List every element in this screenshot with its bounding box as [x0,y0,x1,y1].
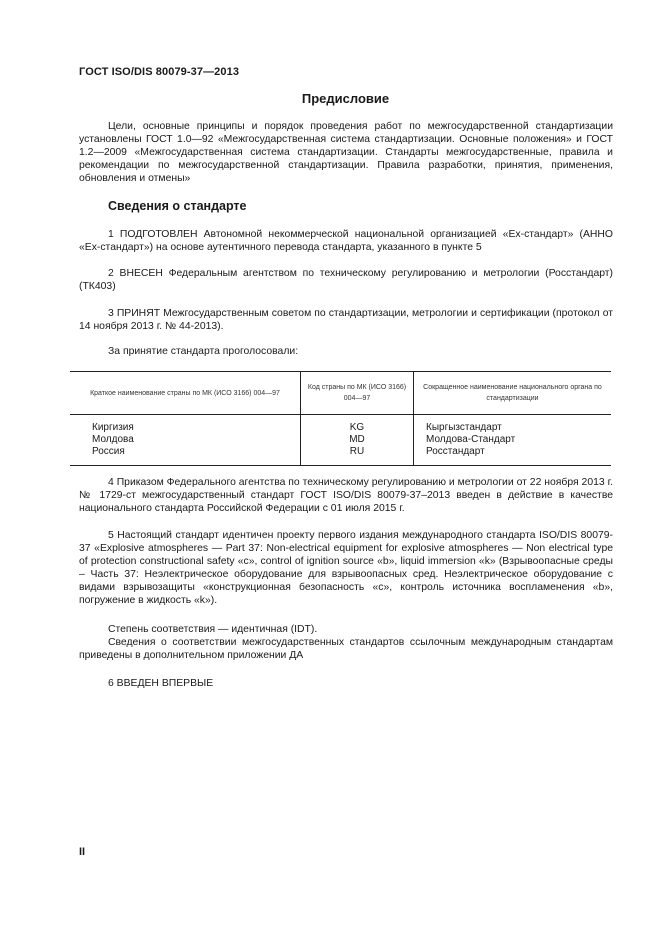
item-2 [79,267,613,293]
item-1 [79,228,613,254]
item-3 [79,307,613,333]
country-cell: Молдова [92,433,134,445]
item-6 [79,677,613,690]
body-cell: Росстандарт [414,446,612,466]
table-row [70,415,611,434]
item-1-text: 1 ПОДГОТОВЛЕН Автономной некоммерческой национальной организацией «Ех-стандарт» (АННО «Ех-стандарт») на основе аутентичного перевода стандарта, указанного в пункте 5 [79,229,613,254]
code-cell: RU [301,446,414,466]
preface-block [79,120,613,185]
body-cell: Молдова-Стандарт [414,434,612,446]
code-cell: MD [301,434,414,446]
references-text: Сведения о соответствии межгосударственных стандартов ссылочным международным стандартам приведены в дополнительном приложении ДА [79,637,613,662]
item-2-text: 2 ВНЕСЕН Федеральным агентством по техническому регулированию и метрологии (Росстандарт) (ТК403) [79,268,613,293]
table-header-row [70,372,611,415]
degree-text: Степень соответствия — идентичная (IDT). [108,624,318,635]
country-cell: Россия [70,446,301,466]
item-6-text: 6 ВВЕДЕН ВПЕРВЫЕ [108,678,214,689]
column-header: Сокращенное наименование национального органа по стандартизации [414,372,612,415]
page-title: Предисловие [301,91,390,106]
code-cell: KG [301,415,414,434]
column-header: Краткое наименование страны по МК (ИСО 3166) 004—97 [70,372,301,415]
body-cell: Кыргызстандарт [414,415,612,434]
item-5-text: 5 Настоящий стандарт идентичен проекту первого издания международного стандарта ISO/DIS 80079-37 «Explosive atmospheres — Part 37: Non-electrical equipment for explosive atmospheres — Non electrical type of protection constructional safety «c», control of ignition source «b», liquid immersion «k» (Взрывоопасные среды – Часть 37: Неэлектрическое оборудование для взрывоопасных сред. Неэлектрическое оборудование с видами взрывозащиты «конструкционная безопасность «c», контроль источника воспламенения «b», погружение в жидкость «k»). [79,530,613,607]
item-5 [79,529,613,608]
votes-table [70,371,611,466]
vote-intro: За принятие стандарта проголосовали: [108,346,299,357]
table-row [70,446,611,466]
item-4-text: 4 Приказом Федерального агентства по техническому регулированию и метрологии от 22 ноября 2013 г. № 1729-ст межгосударственный стандарт ГОСТ ISO/DIS 80079-37–2013 введен в действие в качестве национального стандарта Российской Федерации с 01 июля 2015 г. [79,477,613,515]
document-header: ГОСТ ISO/DIS 80079-37—2013 [79,66,240,78]
column-header: Код страны по МК (ИСО 3166) 004—97 [301,372,414,415]
table-row [70,434,611,446]
page-number: II [79,846,86,858]
item-3-text: 3 ПРИНЯТ Межгосударственным советом по стандартизации, метрологии и сертификации (протокол от 14 ноября 2013 г. № 44-2013). [79,308,613,333]
item-4 [79,476,613,515]
preface-paragraph: Цели, основные принципы и порядок проведения работ по межгосударственной стандартизации установлены ГОСТ 1.0—92 «Межгосударственная система стандартизации. Основные положения» и ГОСТ 1.2—2009 «Межгосударственная система стандартизации. Стандарты межгосударственные, правила и рекомендации по межгосударственной стандартизации. Правила разработки, принятия, применения, обновления и отмены» [79,121,613,185]
section-title: Сведения о стандарте [108,199,247,213]
country-cell: Киргизия [92,422,134,433]
conformity-block [79,623,613,662]
